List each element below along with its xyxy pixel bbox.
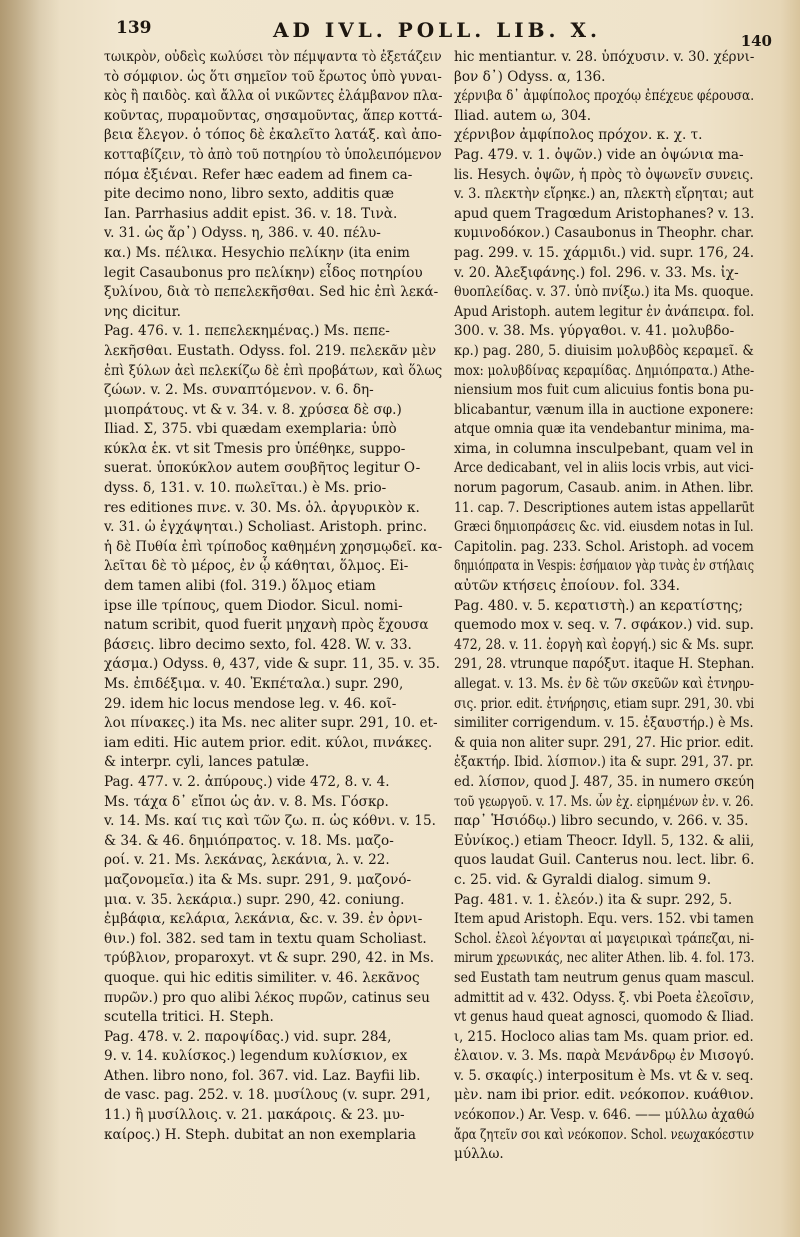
text-line: Pag. 481. v. 1. ἐλεόν.) ita & supr. 292, 5. <box>454 891 733 908</box>
text-line: admittit ad v. 432. Odyss. ξ. vbi Poeta ἐλεοῖσιν, <box>454 989 755 1006</box>
text-line: ι, 215. Hocloco alias tam Ms. quam prior. ed. <box>454 1028 754 1045</box>
text-line: Pag. 477. v. 2. ἀπύρους.) vide 472, 8. v. 4. <box>104 773 390 790</box>
text-line: κοτταβίζειν, τὸ ἀπὸ τοῦ ποτηρίου τὸ ὑπολειπόμενον <box>104 146 442 163</box>
text-line: mirum χρεωνικάς, nec aliter Athen. lib. 4. fol. 173. <box>454 950 755 967</box>
text-line: vt genus haud queat agnosci, quomodo & Iliad. <box>454 1009 754 1026</box>
text-line: τωικρὸν, οὐδεὶς κωλύσει τὸν πέμψαντα τὸ ἐξετάζειν <box>104 49 442 65</box>
text-line: μιοπράτους. vt & v. 34. v. 8. χρύσεα δὲ σφ.) <box>104 401 402 418</box>
text-line: quemodo mox v. seq. v. 7. σφάκον.) vid. sup. <box>454 617 754 634</box>
text-line: Schol. ἐλεοὶ λέγονται αἱ μαγειρικαὶ τράπεζαι, ni- <box>454 930 755 947</box>
text-line: βάσεις. libro decimo sexto, fol. 428. W. v. 33. <box>104 636 412 653</box>
text-line: Iliad. autem ω, 304. <box>454 107 592 124</box>
text-line: 300. v. 38. Ms. γύργαθοι. v. 41. μολυβδο- <box>454 323 735 340</box>
text-line: ἐξακτήρ. Ibid. λίσπιον.) ita & supr. 291, 37. pr. <box>454 754 754 771</box>
text-line: κοῦντας, πυραμοῦντας, σησαμοῦντας, ἅπερ κοττά- <box>104 107 443 124</box>
text-line: suerat. ὑποκύκλον autem σουβῆτος legitur O- <box>104 460 421 477</box>
text-line: κὸς ἢ παιδὸς. καὶ ἄλλα οἱ νικῶντες ἐλάμβανον πλα- <box>104 88 443 105</box>
text-line: v. 5. σκαφίς.) interpositum è Ms. vt & v. seq. <box>454 1067 754 1084</box>
text-line: κα.) Ms. πέλικα. Hesychio πελίκην (ita enim <box>104 244 410 261</box>
text-line: μαζονομεῖα.) ita & Ms. supr. 291, 9. μαζονό- <box>104 871 412 888</box>
text-line: Capitolin. pag. 233. Schol. Aristoph. ad vocem <box>454 538 754 555</box>
folio-right: 140 <box>740 32 772 50</box>
text-line: & interpr. cyli, lances patulæ. <box>104 754 310 771</box>
text-line: θιν.) fol. 382. sed tam in textu quam Scholiast. <box>104 930 427 947</box>
right-column <box>454 48 754 1165</box>
text-line: πυρῶν.) pro quo alibi λέκος πυρῶν, catinus seu <box>104 989 430 1006</box>
text-line: 291, 28. vtrunque παρόξυτ. itaque H. Stephan. <box>454 656 755 673</box>
text-line: v. 20. Ἀλεξιφάνης.) fol. 296. v. 33. Ms. ἰχ- <box>454 264 739 281</box>
running-head: AD IVL. POLL. LIB. X. <box>273 18 601 42</box>
text-line: Pag. 478. v. 2. παροψίδας.) vid. supr. 284, <box>104 1028 392 1045</box>
text-line: 11.) ἢ μυσίλλοις. v. 21. μακάροις. & 23. μυ- <box>104 1107 405 1124</box>
text-line: sed Eustath tam neutrum genus quam mascul. <box>454 969 755 986</box>
text-line: res editiones πινε. v. 30. Ms. ὁλ. ἀργυρικὸν κ. <box>104 499 420 516</box>
text-line: Arce dedicabant, vel in aliis locis vrbis, aut vici- <box>454 460 754 477</box>
text-line: de vasc. pag. 252. v. 18. μυσίλους (v. supr. 291, <box>104 1087 431 1104</box>
page-header <box>92 14 782 50</box>
text-line: 472, 28. v. 11. ἐοργὴ καὶ ἐοργή.) sic & Ms. supr. <box>454 636 755 653</box>
text-line: χάσμα.) Odyss. θ, 437, vide & supr. 11, 35. v. 35. <box>104 656 440 673</box>
text-line: μὲν. nam ibi prior. edit. νεόκοπον. κυάθιον. <box>454 1087 754 1104</box>
text-line: ἡ δὲ Πυθία ἐπὶ τρίποδος καθημένη χρησμῳδεῖ. κα- <box>104 538 443 555</box>
text-line: scutella tritici. H. Steph. <box>104 1009 274 1026</box>
text-line: pite decimo nono, libro sexto, additis quæ <box>104 186 395 203</box>
text-line: & 34. & 46. δημιόπρατος. v. 18. Ms. μαζο- <box>104 832 394 849</box>
gutter-shadow <box>0 0 60 1237</box>
text-line: Item apud Aristoph. Equ. vers. 152. vbi tamen <box>454 911 754 928</box>
text-line: σις. prior. edit. ἐτνήρησις, etiam supr. 291, 30. vbi <box>454 695 755 712</box>
text-line: Pag. 480. v. 5. κερατιστὴ.) an κερατίστης; <box>454 597 743 614</box>
text-line: ἐπὶ ξύλων ἀεὶ πελεκίζω δὲ ἐπὶ προβάτων, καὶ ὅλως <box>104 362 443 379</box>
text-line: μύλλω. <box>454 1146 504 1163</box>
text-line: similiter corrigendum. v. 15. ἐξαυστήρ.) è Ms. <box>454 715 754 732</box>
text-line: νεόκοπον.) Ar. Vesp. v. 646. —— μύλλω ἀχαθώ <box>454 1107 755 1124</box>
text-line: κρ.) pag. 280, 5. diuisim μολυβδὸς κεραμεῖ. & <box>454 342 754 359</box>
text-line: ἐμβάφια, κελάρια, λεκάνια, &c. v. 39. ἐν ὀρνι- <box>104 911 423 928</box>
text-line: τοῦ γεωργοῦ. v. 17. Ms. ὧν ἐχ. εἰρημένων ἐν. v. 26. <box>454 793 754 810</box>
text-line: αὐτῶν κτήσεις ἐποίουν. fol. 334. <box>454 578 680 595</box>
text-line: v. 3. πλεκτὴν εἴρηκε.) an, πλεκτὴ εἴρηται; aut <box>454 186 754 203</box>
text-line: κύκλα ἑκ. vt sit Tmesis pro ὑπέθηκε, suppo- <box>104 440 406 457</box>
text-line: παρ᾽ Ἡσιόδῳ.) libro secundo, v. 266. v. 35. <box>454 813 749 830</box>
text-line: βεια ἔλεγον. ὁ τόπος δὲ ἐκαλεῖτο λατάξ. καὶ ἀπο- <box>104 127 442 144</box>
text-line: ροί. v. 21. Ms. λεκάνας, λεκάνια, λ. v. 22. <box>104 852 390 869</box>
text-line: τρύβλιον, proparoxyt. vt & supr. 290, 42. in Ms. <box>104 950 435 967</box>
left-column-text <box>104 48 442 1145</box>
text-line: atque omnia quæ ita vendebantur minima, ma- <box>454 421 755 438</box>
text-line: lis. Hesych. ὀψῶν, ἡ πρὸς τὸ ὀψωνεῖν συνεις. <box>454 166 754 183</box>
text-line: v. 31. ὡς ἄρ᾽) Odyss. η, 386. v. 40. πέλυ- <box>104 225 381 242</box>
text-line: mox: μολυβδίνας κεραμίδας. Δημιόπρατα.) Athe- <box>454 362 755 379</box>
text-line: Εὐνίκος.) etiam Theocr. Idyll. 5, 132. & alii, <box>454 832 755 849</box>
text-line: λεκῆσθαι. Eustath. Odyss. fol. 219. πελεκᾶν μὲν <box>104 342 437 359</box>
text-line: v. 14. Ms. καί τις καὶ τῶν ζω. π. ὡς κόθνι. v. 15. <box>104 813 436 830</box>
right-column-text <box>454 48 754 1165</box>
text-line: & quia non aliter supr. 291, 27. Hic prior. edit. <box>454 734 754 751</box>
text-line: λεῖται δὲ τὸ μέρος, ἐν ᾧ κάθηται, ὅλμος. Ei- <box>104 558 409 575</box>
text-line: δημιόπρατα in Vespis: ἐσήμαιον γὰρ τινὰς ἐν στήλαις <box>454 558 754 575</box>
text-line: Pag. 476. v. 1. πεπελεκημένας.) Ms. πεπε- <box>104 323 390 340</box>
text-line: ed. λίσπον, quod J. 487, 35. in numero σκεύη <box>454 773 754 790</box>
text-line: 9. v. 14. κυλίσκος.) legendum κυλίσκιον, ex <box>104 1048 408 1065</box>
text-line: ἄρα ζητεῖν σοι καὶ νεόκοπον. Schol. νεωχακόεστιν <box>454 1126 755 1143</box>
text-line: legit Casaubonus pro πελίκην) εἶδος ποτηρίου <box>104 264 423 281</box>
text-line: ἐλαιον. v. 3. Ms. παρὰ Μενάνδρῳ ἐν Μισογύ. <box>454 1048 755 1065</box>
text-line: c. 25. vid. & Gyraldi dialog. simum 9. <box>454 871 712 888</box>
text-line: 29. idem hic locus mendose leg. v. 46. κοῖ- <box>104 695 397 712</box>
text-line: blicabantur, vænum illa in auctione exponere: <box>454 401 754 418</box>
text-line: quoque. qui hic editis similiter. v. 46. λεκᾶνος <box>104 969 420 986</box>
text-line: hic mentiantur. v. 28. ὑπόχυσιν. v. 30. χέρνι- <box>454 49 755 65</box>
text-line: καίρος.) H. Steph. dubitat an non exemplaria <box>104 1126 416 1143</box>
text-line: ζώων. v. 2. Ms. συναπτόμενον. v. 6. δη- <box>104 382 374 399</box>
text-line: βον δ᾽) Odyss. α, 136. <box>454 68 606 85</box>
text-line: xima, in columna insculpebant, quam vel in <box>454 440 754 457</box>
text-line: 11. cap. 7. Descriptiones autem istas appellarūt <box>454 499 755 516</box>
text-line: Apud Aristoph. autem legitur ἐν ἀνάπειρα. fol. <box>454 303 755 320</box>
text-line: χέρνιβα δ᾽ ἀμφίπολος προχόῳ ἐπέχευε φέρουσα. <box>454 88 755 105</box>
folio-left: 139 <box>116 18 152 38</box>
text-line: iam editi. Hic autem prior. edit. κύλοι, πινάκες. <box>104 734 433 751</box>
text-line: Græci δημιοπράσεις &c. vid. eiusdem notas in Iul. <box>454 519 754 536</box>
text-line: pag. 299. v. 15. χάρμιδι.) vid. supr. 176, 24. <box>454 244 755 261</box>
text-line: Iliad. Σ, 375. vbi quædam exemplaria: ὑπὸ <box>104 421 397 438</box>
left-column <box>104 48 442 1145</box>
text-line: λοι πίνακες.) ita Ms. nec aliter supr. 291, 10. et- <box>104 715 438 732</box>
text-line: norum pagorum, Casaub. anim. in Athen. libr. <box>454 480 754 497</box>
text-line: dem tamen alibi (fol. 319.) ὅλμος etiam <box>104 578 376 595</box>
text-line: Athen. libro nono, fol. 367. vid. Laz. Bayfii lib. <box>104 1067 421 1084</box>
text-line: dyss. δ, 131. v. 10. πωλεῖται.) è Ms. prio- <box>104 480 387 497</box>
text-line: πόμα ἐξιέναι. Refer hæc eadem ad finem ca- <box>104 166 413 183</box>
text-line: allegat. v. 13. Ms. ἐν δὲ τῶν σκεῦῶν καὶ ἐτνηρυ- <box>454 676 754 692</box>
text-line: χέρνιβον ἀμφίπολος πρόχον. κ. χ. τ. <box>454 127 703 144</box>
text-line: ξυλίνου, διὰ τὸ πεπελεκῆσθαι. Sed hic ἐπὶ λεκά- <box>104 284 439 301</box>
text-line: natum scribit, quod fuerit μηχανὴ πρὸς ἔχουσα <box>104 617 429 634</box>
text-line: κυμινοδόκον.) Casaubonus in Theophr. char. <box>454 225 755 242</box>
text-line: μια. v. 35. λεκάρια.) supr. 290, 42. coniung. <box>104 891 405 908</box>
text-line: apud quem Tragœdum Aristophanes? v. 13. <box>454 205 755 222</box>
text-line: Ms. ἐπιδέξιμα. v. 40. Ἐκπέταλα.) supr. 290, <box>104 676 404 692</box>
text-line: niensium mos fuit cum alicuius fontis bona pu- <box>454 382 754 399</box>
text-line: ipse ille τρίπους, quem Diodor. Sicul. nomi- <box>104 597 403 614</box>
text-line: Ian. Parrhasius addit epist. 36. v. 18. Τινὰ. <box>104 205 398 222</box>
text-line: Pag. 479. v. 1. ὀψῶν.) vide an ὀψώνια ma- <box>454 146 744 163</box>
text-line: νης dicitur. <box>104 303 181 320</box>
text-line: θυοπλείδας. v. 37. ὑπὸ πνίξω.) ita Ms. quoque. <box>454 284 754 301</box>
text-line: Ms. τάχα δ᾽ εἴποι ὡς ἀν. v. 8. Ms. Γόσκρ. <box>104 793 389 810</box>
text-line: v. 31. ὡ ἐγχάψηται.) Scholiast. Aristoph. princ. <box>104 519 428 536</box>
text-line: quos laudat Guil. Canterus nou. lect. libr. 6. <box>454 852 755 869</box>
text-line: τὸ σόμφιον. ὡς ὅτι σημεῖον τοῦ ἔρωτος ὑπὸ γυναι- <box>104 68 442 85</box>
